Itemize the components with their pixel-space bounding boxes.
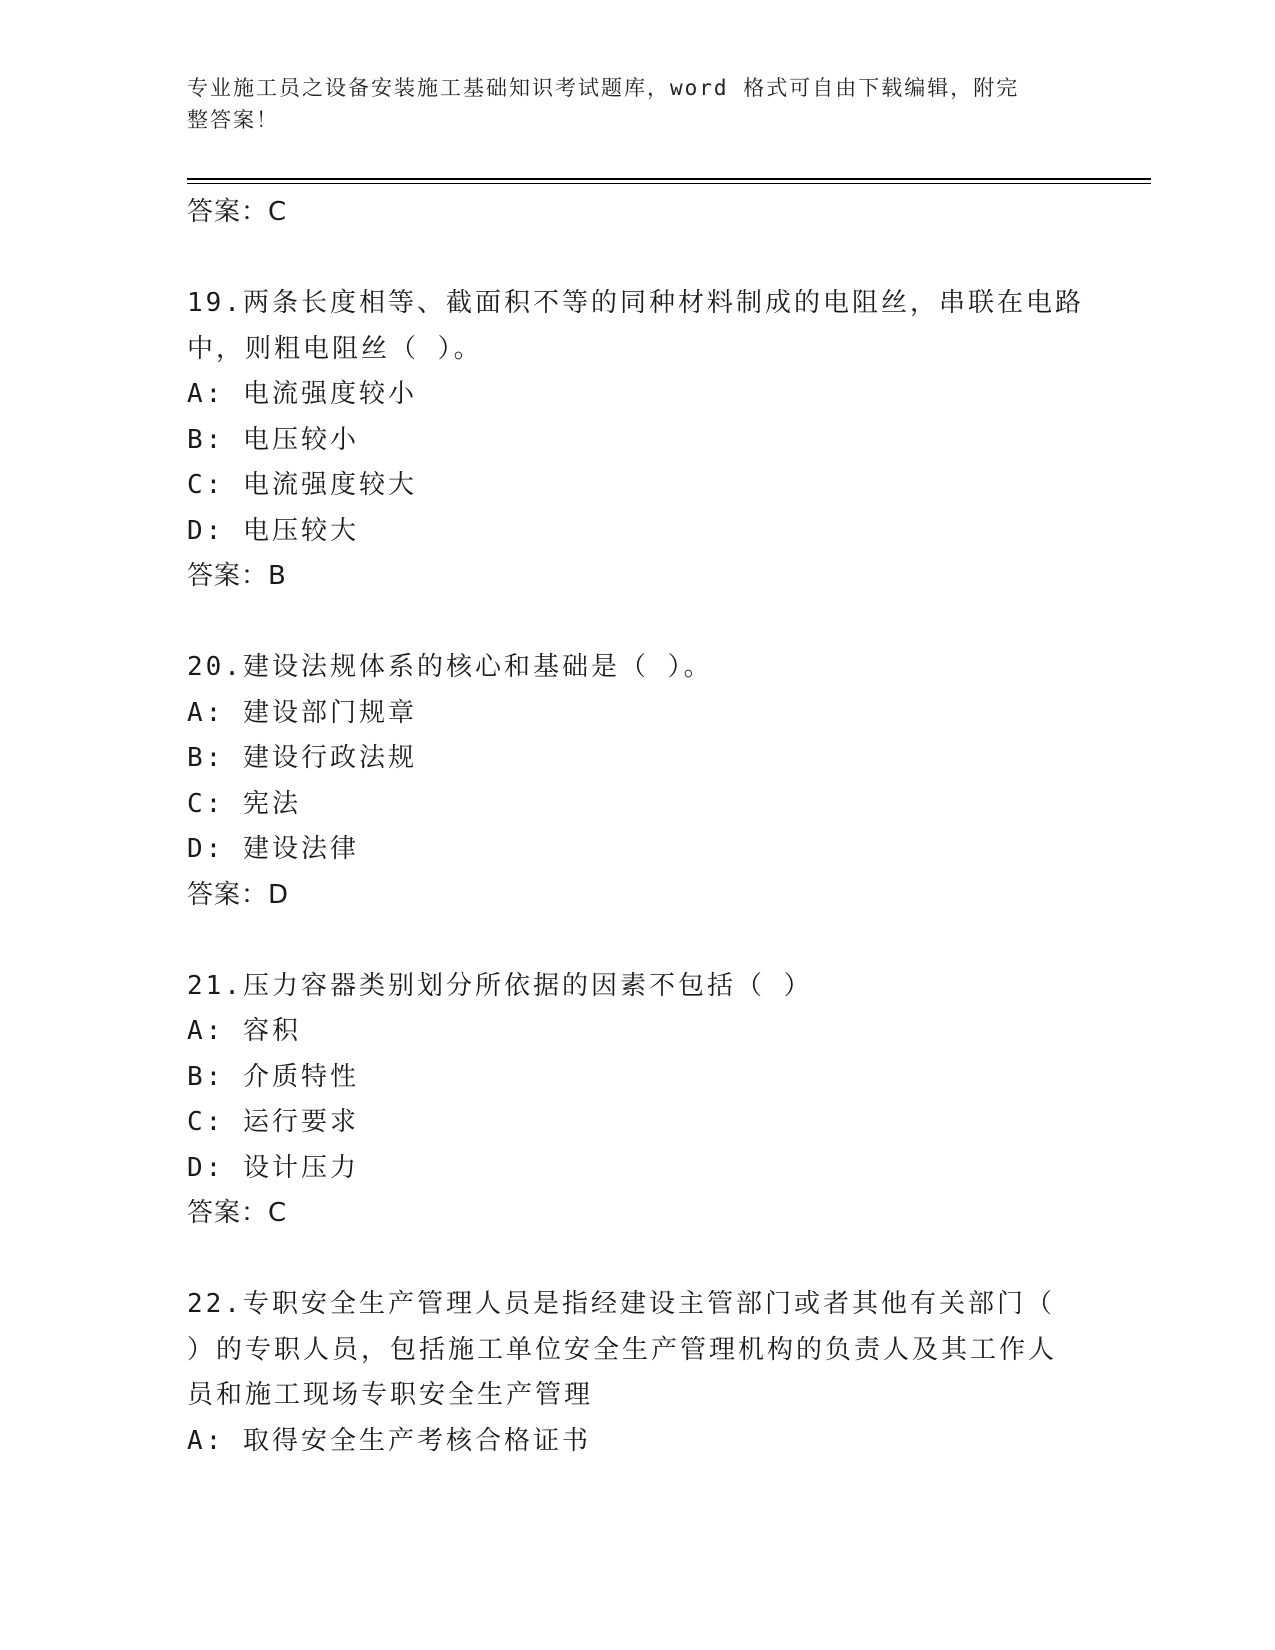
header-line-1: 专业施工员之设备安装施工基础知识考试题库，word 格式可自由下载编辑，附完 bbox=[187, 76, 1020, 100]
option-d: D: 设计压力 bbox=[187, 1152, 359, 1183]
answer: 答案：D bbox=[187, 879, 290, 910]
option-d: D: 电压较大 bbox=[187, 515, 359, 546]
option-c: C: 宪法 bbox=[187, 788, 301, 819]
question-stem-line: 22.专职安全生产管理人员是指经建设主管部门或者其他有关部门（ bbox=[187, 1289, 1055, 1319]
option-a: A: 建设部门规章 bbox=[187, 697, 417, 728]
question-stem-line: 中，则粗电阻丝（ ）。 bbox=[187, 333, 483, 364]
header-line-2: 整答案！ bbox=[187, 108, 279, 132]
header-divider bbox=[187, 178, 1151, 180]
question-stem-line: ）的专职人员，包括施工单位安全生产管理机构的负责人及其工作人 bbox=[187, 1334, 1058, 1365]
option-b: B: 电压较小 bbox=[187, 424, 359, 455]
question-stem-line: 20.建设法规体系的核心和基础是（ ）。 bbox=[187, 652, 713, 682]
option-a: A: 电流强度较小 bbox=[187, 379, 417, 409]
answer: 答案：C bbox=[187, 1198, 288, 1228]
option-b: B: 建设行政法规 bbox=[187, 743, 417, 773]
option-b: B: 介质特性 bbox=[187, 1061, 359, 1092]
header-divider-thin bbox=[187, 183, 1151, 184]
option-d: D: 建设法律 bbox=[187, 834, 359, 864]
question-19 bbox=[187, 281, 1087, 600]
question-21 bbox=[187, 964, 1087, 1237]
question-22 bbox=[187, 1282, 1087, 1464]
previous-answer: 答案：C bbox=[187, 197, 288, 227]
question-stem-line: 19.两条长度相等、截面积不等的同种材料制成的电阻丝，串联在电路 bbox=[187, 288, 1084, 318]
document-header bbox=[187, 72, 1067, 136]
question-stem-line: 员和施工现场专职安全生产管理 bbox=[187, 1380, 594, 1410]
question-stem-line: 21.压力容器类别划分所依据的因素不包括（ ） bbox=[187, 970, 813, 1001]
question-20 bbox=[187, 645, 1087, 918]
option-a: A: 容积 bbox=[187, 1016, 301, 1046]
option-a: A: 取得安全生产考核合格证书 bbox=[187, 1425, 591, 1456]
question-list bbox=[187, 190, 1087, 1464]
option-c: C: 电流强度较大 bbox=[187, 470, 417, 500]
answer: 答案：B bbox=[187, 561, 287, 591]
option-c: C: 运行要求 bbox=[187, 1107, 359, 1137]
